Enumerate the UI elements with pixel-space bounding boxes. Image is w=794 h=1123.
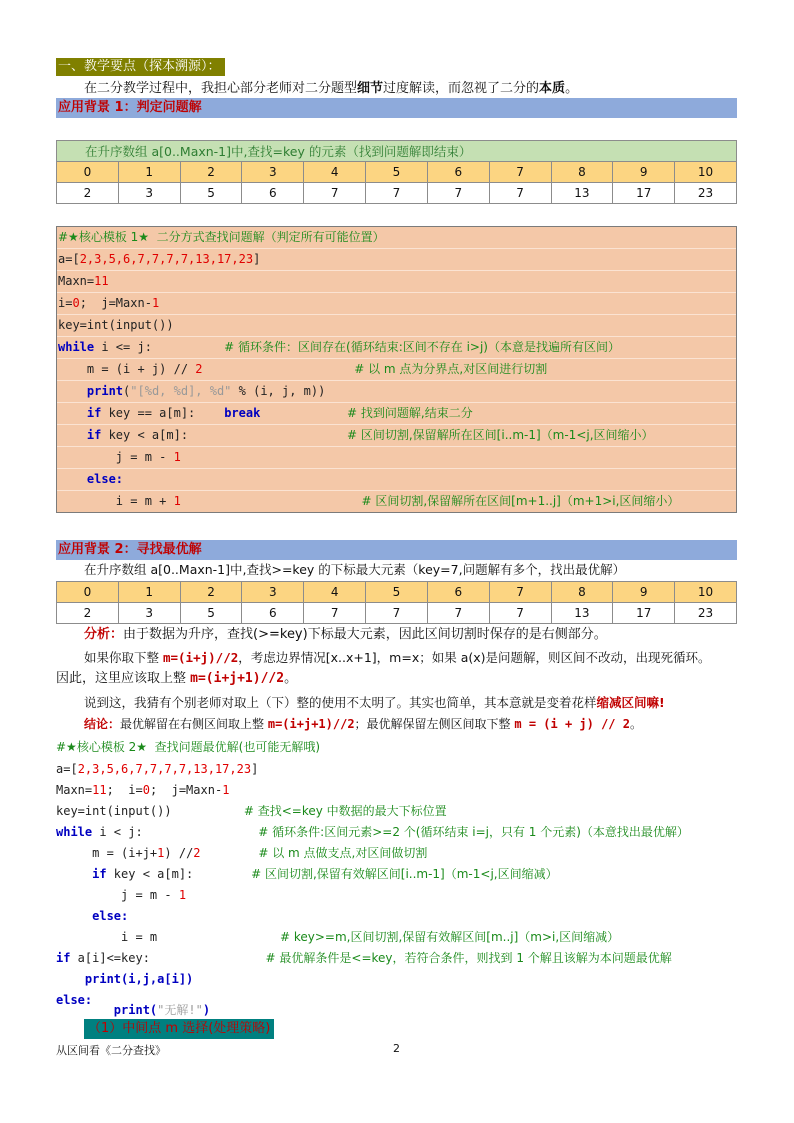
code-line — [56, 948, 672, 968]
code-keyword: else: — [58, 472, 124, 486]
code-number: 2 — [195, 362, 203, 376]
analysis-paragraph — [84, 625, 607, 645]
code-number: 1 — [178, 888, 187, 902]
say-paragraph — [84, 693, 665, 713]
paragraph-text: 最优解留在右侧区间取上整 — [120, 717, 268, 731]
code-line — [57, 447, 736, 469]
code-line — [57, 249, 736, 271]
code-keyword: if — [58, 428, 102, 442]
paragraph-text: 如果你取下整 — [84, 650, 163, 665]
inline-code: m=(i+j+1)//2 — [267, 717, 355, 731]
code-text: ] — [251, 762, 259, 776]
index-cell: 6 — [427, 162, 489, 183]
value-cell: 7 — [366, 603, 428, 624]
code-text: ; i= — [106, 783, 143, 797]
code-text: a=[ — [56, 762, 78, 776]
value-cell: 5 — [180, 183, 242, 204]
code-number: 11 — [92, 783, 107, 797]
code-line — [56, 737, 320, 757]
code-text: ( — [123, 384, 131, 398]
value-cell: 13 — [551, 603, 613, 624]
code-text — [201, 846, 259, 860]
index-cell: 10 — [675, 162, 737, 183]
paragraph-text: 说到这，我猜有个别老师对取上（下）整的使用不太明了。其实也简单，其本意就是变着花样 — [84, 695, 597, 710]
code-text: i = m + — [58, 494, 174, 508]
intro-text-mid: 过度解读，而忽视了二分的 — [383, 81, 540, 96]
code-line — [56, 780, 229, 800]
analysis-text: 由于数据为升序，查找(>=key)下标最大元素，因此区间切割时保存的是右侧部分。 — [123, 627, 607, 642]
intro-paragraph — [84, 79, 578, 99]
code-line — [56, 906, 128, 926]
code-text: key == a[m]: — [101, 406, 225, 420]
code-line — [56, 843, 427, 863]
code-text: key=int(input()) — [58, 318, 174, 332]
value-cell: 2 — [57, 603, 119, 624]
bg2-array-table — [56, 581, 737, 624]
code-comment: # 循环条件:区间元素>=2 个(循环结束 i=j，只有 1 个元素)（本意找出最优解） — [258, 825, 689, 839]
code-text: ( — [149, 1003, 158, 1017]
value-cell: 6 — [242, 183, 304, 204]
code-number: 0 — [72, 296, 80, 310]
code-keyword: while — [58, 340, 95, 354]
paragraph-text: ；最优解保留左侧区间取下整 — [354, 717, 515, 731]
inline-code: m=(i+j)//2 — [162, 650, 239, 665]
index-cell: 9 — [613, 162, 675, 183]
code-keyword: else: — [56, 993, 93, 1007]
code-comment: # 以 m 点做支点,对区间做切割 — [258, 846, 428, 860]
code-text: j = m - — [58, 450, 174, 464]
index-cell: 2 — [180, 582, 242, 603]
code-keyword: print — [56, 1003, 150, 1017]
code-text: i= — [58, 296, 73, 310]
value-cell: 23 — [675, 603, 737, 624]
code-line — [56, 801, 447, 821]
code-line — [57, 271, 736, 293]
code-number: 2 — [193, 846, 201, 860]
paragraph-text: 因此，这里应该取上整 — [56, 671, 191, 686]
code-comment: # 最优解条件是<=key，若符合条件，则找到 1 个解且该解为本问题最优解 — [265, 951, 672, 965]
index-cell: 7 — [489, 162, 551, 183]
value-cell: 13 — [551, 183, 613, 204]
inline-code: m = (i + j) // 2 — [514, 717, 630, 731]
value-cell: 7 — [427, 603, 489, 624]
code-comment: # 查找<=key 中数据的最大下标位置 — [243, 804, 447, 818]
code-text: % (i, j, m)) — [231, 384, 326, 398]
code-comment: # 区间切割,保留解所在区间[m+1..j]（m+1>i,区间缩小） — [361, 494, 680, 508]
value-cell: 7 — [489, 183, 551, 204]
code-keyword: while — [56, 825, 93, 839]
code-line — [57, 227, 736, 249]
code-line — [57, 403, 736, 425]
code-line — [57, 381, 736, 403]
index-cell: 4 — [304, 582, 366, 603]
value-cell: 23 — [675, 183, 737, 204]
code-text: m = (i + j) // — [58, 362, 196, 376]
value-cell: 7 — [304, 183, 366, 204]
emphasis-text: 缩减区间嘛! — [596, 695, 665, 710]
paragraph-text: 。 — [629, 717, 642, 731]
code-text: ) // — [164, 846, 194, 860]
code-number: 2,3,5,6,7,7,7,7,13,17,23 — [79, 252, 254, 266]
code-number: 1 — [222, 783, 230, 797]
code-line — [57, 491, 736, 512]
index-cell: 1 — [118, 582, 180, 603]
code-text: ] — [253, 252, 261, 266]
code-number: 2,3,5,6,7,7,7,7,13,17,23 — [77, 762, 252, 776]
index-cell: 8 — [551, 162, 613, 183]
code-text: ) — [202, 1003, 211, 1017]
footer-doc-title: 从区间看《二分查找》 — [56, 1044, 166, 1057]
page-number: 2 — [393, 1042, 400, 1055]
value-cell: 3 — [118, 603, 180, 624]
code-line — [57, 337, 736, 359]
value-cell: 7 — [427, 183, 489, 204]
index-cell: 0 — [57, 582, 119, 603]
intro-bold-essence: 本质 — [539, 81, 566, 96]
code-text: a=[ — [58, 252, 80, 266]
bg1-index-row — [57, 162, 737, 183]
code-number: 0 — [142, 783, 150, 797]
index-cell: 6 — [427, 582, 489, 603]
code-line — [56, 885, 186, 905]
value-cell: 17 — [613, 603, 675, 624]
code-keyword: break — [224, 406, 261, 420]
index-cell: 9 — [613, 582, 675, 603]
code-comment: # 区间切割,保留有效解区间[i..m-1]（m-1<j,区间缩减） — [251, 867, 558, 881]
code-text: key < a[m]: — [101, 428, 347, 442]
code-number: 1 — [173, 494, 181, 508]
section-title: 一、教学要点（探本溯源）： — [56, 58, 225, 76]
code-text: i <= j: — [94, 340, 225, 354]
template1-code-block — [56, 226, 737, 513]
index-cell: 1 — [118, 162, 180, 183]
code-text — [260, 406, 347, 420]
code-number: 1 — [151, 296, 160, 310]
code-text: ; j=Maxn- — [149, 783, 223, 797]
bg2-heading: 应用背景 2：寻找最优解 — [56, 540, 737, 560]
bg1-array-table — [56, 140, 737, 204]
code-line — [56, 1000, 210, 1020]
code-number: 11 — [94, 274, 109, 288]
code-line — [57, 469, 736, 491]
code-text: a[i]<=key: — [70, 951, 266, 965]
conclusion-label: 结论： — [84, 717, 121, 731]
code-comment: # 区间切割,保留解所在区间[i..m-1]（m-1<j,区间缩小） — [347, 428, 654, 442]
code-comment: # 循环条件：区间存在(循环结束:区间不存在 i>j)（本意是找遍所有区间） — [224, 340, 620, 354]
code-text: Maxn= — [58, 274, 95, 288]
floor-paragraph — [84, 648, 711, 668]
code-line — [56, 864, 558, 884]
code-comment: # key>=m,区间切割,保留有效解区间[m..j]（m>i,区间缩减） — [279, 930, 620, 944]
code-line — [56, 759, 258, 779]
code-comment: # 找到问题解,结束二分 — [347, 406, 473, 420]
value-cell: 7 — [366, 183, 428, 204]
bg1-caption: 在升序数组 a[0..Maxn-1]中,查找=key 的元素（找到问题解即结束） — [57, 141, 737, 162]
bg2-value-row — [57, 603, 737, 624]
code-text: Maxn= — [56, 783, 93, 797]
bg1-value-row — [57, 183, 737, 204]
value-cell: 6 — [242, 603, 304, 624]
code-text: ; j=Maxn- — [79, 296, 152, 310]
index-cell: 2 — [180, 162, 242, 183]
code-line — [57, 425, 736, 447]
code-text — [181, 494, 362, 508]
value-cell: 7 — [489, 603, 551, 624]
code-text: m = (i+j+ — [56, 846, 158, 860]
intro-text-end: 。 — [565, 81, 579, 96]
code-line — [56, 822, 689, 842]
code-keyword: if — [56, 951, 71, 965]
value-cell: 17 — [613, 183, 675, 204]
index-cell: 10 — [675, 582, 737, 603]
value-cell: 2 — [57, 183, 119, 204]
code-keyword: else: — [56, 909, 129, 923]
ceil-paragraph — [56, 669, 297, 689]
index-cell: 8 — [551, 582, 613, 603]
paragraph-text: 。 — [284, 671, 298, 686]
index-cell: 5 — [366, 582, 428, 603]
code-string: "[%d, %d], %d" — [130, 384, 232, 398]
value-cell: 5 — [180, 603, 242, 624]
code-line — [57, 293, 736, 315]
index-cell: 0 — [57, 162, 119, 183]
conclusion-paragraph — [84, 714, 642, 734]
intro-bold-detail: 细节 — [357, 81, 384, 96]
index-cell: 5 — [366, 162, 428, 183]
index-cell: 3 — [242, 162, 304, 183]
code-text: key < a[m]: — [106, 867, 252, 881]
code-comment: #★核心模板 1★ 二分方式查找问题解（判定所有可能位置） — [58, 230, 385, 244]
intro-text: 在二分教学过程中，我担心部分老师对二分题型 — [84, 81, 358, 96]
bg2-caption: 在升序数组 a[0..Maxn-1]中,查找>=key 的下标最大元素（key=7,问题解有多个，找出最优解） — [84, 562, 626, 577]
code-text — [203, 362, 355, 376]
code-line — [57, 315, 736, 337]
code-line — [56, 927, 619, 947]
analysis-label: 分析： — [84, 627, 124, 642]
code-line — [57, 359, 736, 381]
code-comment: # 以 m 点为分界点,对区间进行切割 — [354, 362, 548, 376]
bg2-index-row — [57, 582, 737, 603]
code-text: key=int(input()) — [56, 804, 244, 818]
code-keyword: print — [56, 972, 122, 986]
code-keyword: print — [58, 384, 124, 398]
code-keyword: if — [56, 867, 107, 881]
code-text: i < j: — [92, 825, 259, 839]
code-keyword: if — [58, 406, 102, 420]
code-text: (i,j,a[i]) — [121, 972, 194, 986]
code-number: 1 — [173, 450, 181, 464]
value-cell: 7 — [304, 603, 366, 624]
code-line — [56, 969, 193, 989]
strategy-subheading: （1）中间点 m 选择(处理策略) — [84, 1019, 274, 1039]
value-cell: 3 — [118, 183, 180, 204]
code-string: "无解!" — [157, 1003, 203, 1017]
code-text: j = m - — [56, 888, 179, 902]
paragraph-text: ，考虑边界情况[x..x+1]，m=x；如果 a(x)是问题解，则区间不改动，出现死循环。 — [238, 650, 711, 665]
bg1-heading: 应用背景 1：判定问题解 — [56, 98, 737, 118]
code-text: i = m — [56, 930, 280, 944]
code-number: 1 — [157, 846, 165, 860]
code-comment: #★核心模板 2★ 查找问题最优解(也可能无解哦) — [56, 740, 321, 754]
index-cell: 4 — [304, 162, 366, 183]
index-cell: 7 — [489, 582, 551, 603]
index-cell: 3 — [242, 582, 304, 603]
inline-code: m=(i+j+1)//2 — [190, 671, 285, 686]
